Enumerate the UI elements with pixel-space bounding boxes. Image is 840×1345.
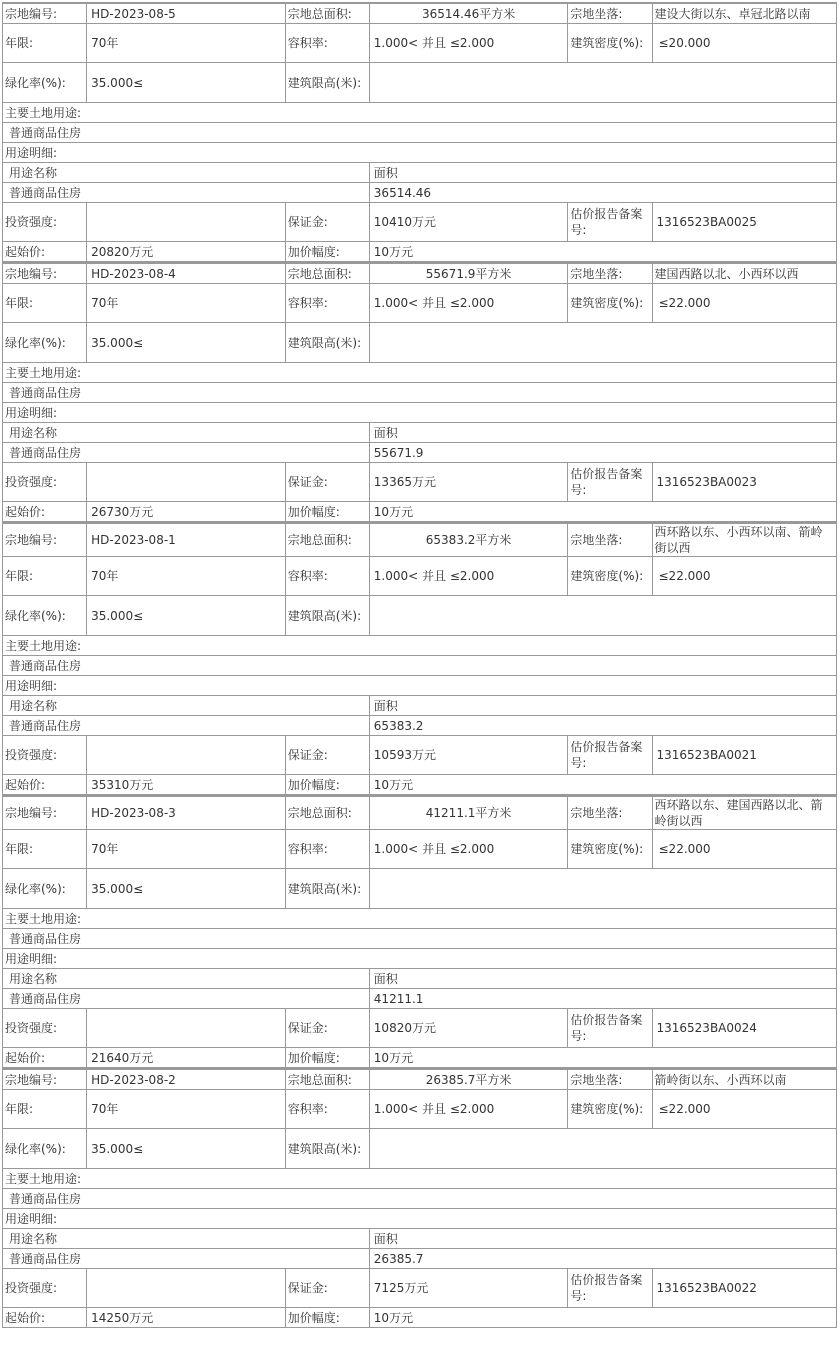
location-value: 西环路以东、建国西路以北、箭岭街以西	[652, 797, 837, 830]
start-price-value: 26730万元	[87, 502, 286, 522]
increment-value: 10万元	[369, 775, 836, 795]
deposit-value: 7125万元	[369, 1269, 568, 1308]
deposit-value: 10410万元	[369, 203, 568, 242]
start-price-value: 20820万元	[87, 242, 286, 262]
investment-label: 投资强度:	[3, 736, 87, 775]
greening-label: 绿化率(%):	[3, 596, 87, 636]
area-header: 面积	[369, 969, 836, 989]
parcel-block	[2, 795, 837, 1068]
investment-value	[87, 203, 286, 242]
plot-ratio-label: 容积率:	[285, 284, 369, 323]
main-use-label: 主要土地用途:	[3, 909, 837, 929]
appraisal-value: 1316523BA0022	[652, 1269, 837, 1308]
investment-value	[87, 1269, 286, 1308]
use-area-value: 36514.46	[369, 183, 836, 203]
deposit-value: 10593万元	[369, 736, 568, 775]
deposit-value: 10820万元	[369, 1009, 568, 1048]
deposit-label: 保证金:	[285, 203, 369, 242]
height-limit-value	[369, 869, 836, 909]
parcel-block	[2, 262, 837, 522]
start-price-label: 起始价:	[3, 242, 87, 262]
plot-ratio-value: 1.000< 并且 ≤2.000	[369, 557, 568, 596]
parcel-table	[2, 263, 837, 522]
use-detail-label: 用途明细:	[3, 143, 837, 163]
increment-value: 10万元	[369, 1308, 836, 1328]
plot-ratio-value: 1.000< 并且 ≤2.000	[369, 24, 568, 63]
start-price-label: 起始价:	[3, 775, 87, 795]
use-detail-label: 用途明细:	[3, 949, 837, 969]
appraisal-value: 1316523BA0024	[652, 1009, 837, 1048]
main-use-label: 主要土地用途:	[3, 103, 837, 123]
investment-label: 投资强度:	[3, 203, 87, 242]
greening-value: 35.000≤	[87, 323, 286, 363]
height-limit-value	[369, 63, 836, 103]
increment-label: 加价幅度:	[285, 1308, 369, 1328]
investment-value	[87, 736, 286, 775]
appraisal-label: 估价报告备案号:	[568, 1269, 652, 1308]
height-limit-label: 建筑限高(米):	[285, 323, 369, 363]
total-area-label: 宗地总面积:	[285, 4, 369, 24]
use-area-value: 41211.1	[369, 989, 836, 1009]
use-name-value: 普通商品住房	[3, 716, 370, 736]
density-label: 建筑密度(%):	[568, 830, 652, 869]
parcel-no-label: 宗地编号:	[3, 797, 87, 830]
investment-value	[87, 463, 286, 502]
appraisal-value: 1316523BA0021	[652, 736, 837, 775]
total-area-value: 36514.46平方米	[369, 4, 568, 24]
use-name-value: 普通商品住房	[3, 443, 370, 463]
main-use-value: 普通商品住房	[3, 929, 837, 949]
density-value: ≤22.000	[652, 1090, 837, 1129]
location-label: 宗地坐落:	[568, 264, 652, 284]
term-value: 70年	[87, 24, 286, 63]
appraisal-label: 估价报告备案号:	[568, 203, 652, 242]
use-name-header: 用途名称	[3, 696, 370, 716]
term-label: 年限:	[3, 1090, 87, 1129]
density-value: ≤20.000	[652, 24, 837, 63]
use-area-value: 65383.2	[369, 716, 836, 736]
deposit-value: 13365万元	[369, 463, 568, 502]
parcel-table	[2, 796, 837, 1068]
use-detail-label: 用途明细:	[3, 1209, 837, 1229]
density-value: ≤22.000	[652, 830, 837, 869]
use-name-header: 用途名称	[3, 163, 370, 183]
height-limit-label: 建筑限高(米):	[285, 1129, 369, 1169]
investment-label: 投资强度:	[3, 463, 87, 502]
location-value: 建国西路以北、小西环以西	[652, 264, 837, 284]
deposit-label: 保证金:	[285, 736, 369, 775]
parcel-no-value: HD-2023-08-1	[87, 524, 286, 557]
plot-ratio-label: 容积率:	[285, 557, 369, 596]
greening-label: 绿化率(%):	[3, 63, 87, 103]
greening-value: 35.000≤	[87, 63, 286, 103]
deposit-label: 保证金:	[285, 1269, 369, 1308]
area-header: 面积	[369, 696, 836, 716]
total-area-value: 26385.7平方米	[369, 1070, 568, 1090]
parcel-no-label: 宗地编号:	[3, 4, 87, 24]
parcel-no-value: HD-2023-08-3	[87, 797, 286, 830]
use-name-header: 用途名称	[3, 1229, 370, 1249]
parcel-no-value: HD-2023-08-2	[87, 1070, 286, 1090]
area-header: 面积	[369, 423, 836, 443]
parcel-block	[2, 2, 837, 262]
main-use-label: 主要土地用途:	[3, 363, 837, 383]
location-label: 宗地坐落:	[568, 4, 652, 24]
term-value: 70年	[87, 830, 286, 869]
area-header: 面积	[369, 1229, 836, 1249]
deposit-label: 保证金:	[285, 463, 369, 502]
greening-value: 35.000≤	[87, 1129, 286, 1169]
plot-ratio-value: 1.000< 并且 ≤2.000	[369, 1090, 568, 1129]
plot-ratio-label: 容积率:	[285, 1090, 369, 1129]
location-value: 西环路以东、小西环以南、箭岭街以西	[652, 524, 837, 557]
appraisal-value: 1316523BA0025	[652, 203, 837, 242]
total-area-value: 65383.2平方米	[369, 524, 568, 557]
greening-value: 35.000≤	[87, 869, 286, 909]
investment-value	[87, 1009, 286, 1048]
parcel-table	[2, 523, 837, 795]
height-limit-label: 建筑限高(米):	[285, 596, 369, 636]
start-price-label: 起始价:	[3, 502, 87, 522]
investment-label: 投资强度:	[3, 1009, 87, 1048]
use-name-value: 普通商品住房	[3, 183, 370, 203]
increment-value: 10万元	[369, 502, 836, 522]
height-limit-label: 建筑限高(米):	[285, 63, 369, 103]
investment-label: 投资强度:	[3, 1269, 87, 1308]
plot-ratio-label: 容积率:	[285, 24, 369, 63]
appraisal-label: 估价报告备案号:	[568, 1009, 652, 1048]
density-value: ≤22.000	[652, 557, 837, 596]
term-label: 年限:	[3, 284, 87, 323]
start-price-value: 14250万元	[87, 1308, 286, 1328]
height-limit-value	[369, 323, 836, 363]
plot-ratio-label: 容积率:	[285, 830, 369, 869]
increment-label: 加价幅度:	[285, 775, 369, 795]
parcel-no-label: 宗地编号:	[3, 264, 87, 284]
greening-value: 35.000≤	[87, 596, 286, 636]
start-price-value: 21640万元	[87, 1048, 286, 1068]
start-price-value: 35310万元	[87, 775, 286, 795]
total-area-value: 41211.1平方米	[369, 797, 568, 830]
use-name-value: 普通商品住房	[3, 1249, 370, 1269]
increment-label: 加价幅度:	[285, 1048, 369, 1068]
term-label: 年限:	[3, 557, 87, 596]
density-label: 建筑密度(%):	[568, 284, 652, 323]
total-area-label: 宗地总面积:	[285, 264, 369, 284]
deposit-label: 保证金:	[285, 1009, 369, 1048]
plot-ratio-value: 1.000< 并且 ≤2.000	[369, 284, 568, 323]
increment-label: 加价幅度:	[285, 502, 369, 522]
term-label: 年限:	[3, 830, 87, 869]
term-value: 70年	[87, 557, 286, 596]
use-detail-label: 用途明细:	[3, 403, 837, 423]
main-use-label: 主要土地用途:	[3, 1169, 837, 1189]
parcel-no-value: HD-2023-08-4	[87, 264, 286, 284]
start-price-label: 起始价:	[3, 1048, 87, 1068]
use-name-header: 用途名称	[3, 423, 370, 443]
total-area-value: 55671.9平方米	[369, 264, 568, 284]
density-label: 建筑密度(%):	[568, 1090, 652, 1129]
location-label: 宗地坐落:	[568, 1070, 652, 1090]
increment-value: 10万元	[369, 1048, 836, 1068]
greening-label: 绿化率(%):	[3, 323, 87, 363]
increment-value: 10万元	[369, 242, 836, 262]
appraisal-label: 估价报告备案号:	[568, 463, 652, 502]
parcel-no-value: HD-2023-08-5	[87, 4, 286, 24]
parcel-table	[2, 1069, 837, 1328]
main-use-label: 主要土地用途:	[3, 636, 837, 656]
density-label: 建筑密度(%):	[568, 24, 652, 63]
main-use-value: 普通商品住房	[3, 656, 837, 676]
use-name-header: 用途名称	[3, 969, 370, 989]
parcel-no-label: 宗地编号:	[3, 1070, 87, 1090]
area-header: 面积	[369, 163, 836, 183]
parcel-block	[2, 522, 837, 795]
start-price-label: 起始价:	[3, 1308, 87, 1328]
increment-label: 加价幅度:	[285, 242, 369, 262]
total-area-label: 宗地总面积:	[285, 797, 369, 830]
term-label: 年限:	[3, 24, 87, 63]
greening-label: 绿化率(%):	[3, 1129, 87, 1169]
parcel-block	[2, 1068, 837, 1328]
greening-label: 绿化率(%):	[3, 869, 87, 909]
main-use-value: 普通商品住房	[3, 123, 837, 143]
main-use-value: 普通商品住房	[3, 383, 837, 403]
plot-ratio-value: 1.000< 并且 ≤2.000	[369, 830, 568, 869]
main-use-value: 普通商品住房	[3, 1189, 837, 1209]
use-name-value: 普通商品住房	[3, 989, 370, 1009]
height-limit-label: 建筑限高(米):	[285, 869, 369, 909]
use-detail-label: 用途明细:	[3, 676, 837, 696]
appraisal-value: 1316523BA0023	[652, 463, 837, 502]
parcel-table	[2, 3, 837, 262]
total-area-label: 宗地总面积:	[285, 524, 369, 557]
use-area-value: 26385.7	[369, 1249, 836, 1269]
term-value: 70年	[87, 1090, 286, 1129]
location-value: 箭岭街以东、小西环以南	[652, 1070, 837, 1090]
appraisal-label: 估价报告备案号:	[568, 736, 652, 775]
density-value: ≤22.000	[652, 284, 837, 323]
height-limit-value	[369, 596, 836, 636]
term-value: 70年	[87, 284, 286, 323]
location-label: 宗地坐落:	[568, 524, 652, 557]
location-value: 建设大街以东、卓冠北路以南	[652, 4, 837, 24]
parcel-no-label: 宗地编号:	[3, 524, 87, 557]
total-area-label: 宗地总面积:	[285, 1070, 369, 1090]
height-limit-value	[369, 1129, 836, 1169]
use-area-value: 55671.9	[369, 443, 836, 463]
density-label: 建筑密度(%):	[568, 557, 652, 596]
location-label: 宗地坐落:	[568, 797, 652, 830]
